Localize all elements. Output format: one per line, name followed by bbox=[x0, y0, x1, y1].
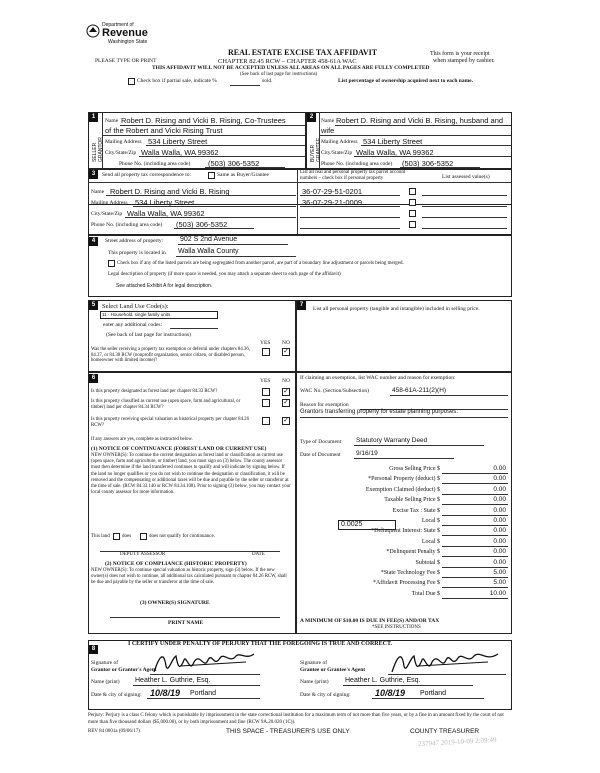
calc-label: Exemption Claimed (deduct) $ bbox=[365, 486, 440, 493]
current-use-question: Is this property classified as current use (open space, farm and agricultural, or timber) land per chapter 84.34 RCW? bbox=[91, 399, 241, 410]
located-county[interactable]: Walla Walla County bbox=[178, 248, 239, 255]
forest-land-question: Is this property designated as forest land per chapter 84.33 RCW? bbox=[91, 389, 218, 394]
calc-label: Gross Selling Price $ bbox=[389, 466, 440, 472]
wac-label: WAC No. (Section/Subsection) bbox=[300, 388, 369, 394]
historic-yes-checkbox[interactable] bbox=[262, 417, 270, 425]
grantee-sig-label-1: Signature of bbox=[300, 660, 328, 666]
current-use-no-checkbox[interactable]: ✓ bbox=[283, 399, 289, 406]
please-type: PLEASE TYPE OR PRINT bbox=[95, 58, 157, 64]
historic-question: Is this property receiving special valuation as historical property per chapter 84.26 RCW? bbox=[91, 417, 249, 428]
parcel-1[interactable]: 36-07-29-51-0201 bbox=[302, 187, 363, 196]
calc-label: *Personal Property (deduct) $ bbox=[368, 476, 440, 483]
calc-underline bbox=[442, 577, 508, 578]
buyer-mailing-label: Mailing Address bbox=[321, 139, 358, 145]
section-number-8: 8 bbox=[89, 645, 98, 654]
list-percentage: List percentage of ownership acquired next to each name. bbox=[338, 78, 473, 84]
calc-underline bbox=[442, 556, 508, 557]
corr-mailing[interactable]: 534 Liberty Street bbox=[135, 198, 195, 207]
grantee-name[interactable]: Heather L. Guthrie, Esq. bbox=[345, 677, 421, 684]
land-does-label: does bbox=[122, 534, 132, 539]
corr-name-label: Name bbox=[91, 189, 105, 195]
parcel-2[interactable]: 36-07-29-21-0009 bbox=[302, 198, 363, 207]
calc-label: Excise Tax : State $ bbox=[392, 507, 440, 514]
exemption-question: Was the seller receiving a property tax exemption or deferral under chapters 84.36, 84.37, or 84.38 RCW (nonprofit organization, senior citizen, or disabled person, homeowner with limited income)? bbox=[91, 347, 250, 363]
calc-underline bbox=[442, 546, 508, 547]
segregated-label: Check box if any of the listed parcels are being segregated from another parcel, are part of a boundary line adjustment or parcels being merged. bbox=[117, 261, 404, 266]
section-number-6: 6 bbox=[89, 374, 98, 383]
calc-underline bbox=[442, 483, 508, 484]
doc-type-label: Type of Document bbox=[300, 439, 342, 445]
calc-value[interactable]: 0.00 bbox=[493, 537, 506, 545]
calc-value[interactable]: 0.00 bbox=[493, 558, 506, 566]
dept-revenue: Revenue bbox=[102, 27, 148, 39]
calc-label: Taxable Selling Price $ bbox=[384, 497, 440, 504]
grantor-sig-label-1: Signature of bbox=[91, 660, 119, 666]
forest-no-checkbox[interactable]: ✓ bbox=[283, 388, 289, 395]
parcel-header: List all real and personal property tax parcel account numbers – check box if personal property bbox=[300, 170, 406, 181]
calc-value[interactable]: 0.00 bbox=[493, 485, 506, 493]
seller-mailing[interactable]: 534 Liberty Street bbox=[148, 137, 208, 146]
current-use-yes-checkbox[interactable] bbox=[262, 399, 270, 407]
wac-number[interactable]: 458-61A-211(2)(H) bbox=[392, 387, 447, 394]
dept-small: Department of bbox=[102, 22, 134, 28]
grantee-date-label: Date & city of signing: bbox=[300, 692, 351, 698]
grantor-city[interactable]: Portland bbox=[190, 690, 217, 697]
calc-underline bbox=[442, 598, 508, 599]
notice-continuance-body: NEW OWNER(S): To continue the current designation as forest land or classification as current use (open space, farm and agriculture, or timber) land, you must sign on (3) below. The county assessor must then determine if the land transferred continues to qualify and will indicate by signing below. If the land no longer qualifies or you do not wish to continue the designation or classification, it will be removed and the compensating or additional taxes will be due and payable by the seller or transferor at the time of sale. (RCW 84.33.140 or RCW 84.34.108). Prior to signing (3) below, you may contact your local county assessor for more information. bbox=[91, 453, 291, 496]
seller-name-2[interactable]: of the Robert and Vicki Rising Trust bbox=[105, 126, 223, 135]
receipt-line-1: This form is your receipt bbox=[430, 51, 490, 57]
local-rate: 0.0025 bbox=[341, 521, 363, 528]
form-number: REV 84 0001a (09/06/17) bbox=[88, 729, 140, 734]
corr-city[interactable]: Walla Walla, WA 99362 bbox=[127, 209, 205, 218]
exemption-no-checkbox[interactable]: ✓ bbox=[283, 348, 289, 355]
grantee-city[interactable]: Portland bbox=[420, 690, 447, 697]
treasurer-stamp: 237947 2019-10-09 2:09:49 bbox=[417, 735, 497, 749]
sold-label: sold. bbox=[262, 78, 273, 84]
land-use-no: NO bbox=[282, 340, 290, 346]
section6-yes: YES bbox=[260, 378, 271, 384]
calc-underline bbox=[442, 525, 508, 526]
calc-value[interactable]: 0.00 bbox=[493, 496, 506, 504]
form-title: REAL ESTATE EXCISE TAX AFFIDAVIT bbox=[228, 48, 378, 57]
exemption-yes-checkbox[interactable] bbox=[262, 348, 270, 356]
minimum-due: A MINIMUM OF $10.00 IS DUE IN FEE(S) AND/OR TAX bbox=[300, 618, 440, 624]
dept-state: Washington State bbox=[108, 39, 148, 45]
seller-mailing-label: Mailing Address bbox=[105, 139, 142, 145]
perjury-notice: Perjury: Perjury is a class C felony which is punishable by imprisonment in the state correctional institution for a maximum term of not more than five years, or by a fine in an amount fixed by the court of not more than five thousand dollars ($5,000.00), or by both imprisonment and fine (RCW 9A.20.020 (1C)). bbox=[88, 713, 504, 725]
parcel-1-personal-checkbox[interactable] bbox=[409, 188, 416, 195]
exemption-claim-label: If claiming an exemption, list WAC number and reason for exemption: bbox=[300, 375, 456, 381]
grantee-name-label: Name (print) bbox=[300, 679, 329, 685]
corr-city-label: City/State/Zip bbox=[91, 211, 123, 217]
calc-value[interactable]: 5.00 bbox=[493, 569, 506, 576]
select-land-use-label: Select Land Use Code(s): bbox=[102, 303, 169, 310]
calc-label: Local $ bbox=[421, 518, 440, 524]
buyer-phone[interactable]: (503) 306-5352 bbox=[402, 159, 454, 168]
land-does-checkbox[interactable] bbox=[113, 533, 120, 540]
county-treasurer: COUNTY TREASURER bbox=[410, 728, 480, 735]
this-land-label: This land bbox=[91, 534, 110, 539]
wa-state-seal-icon bbox=[86, 24, 100, 38]
calc-value[interactable]: 0.00 bbox=[493, 465, 506, 472]
buyer-name-2[interactable]: wife bbox=[321, 126, 335, 135]
same-as-buyer-checkbox[interactable] bbox=[208, 172, 215, 179]
grantor-name[interactable]: Heather L. Guthrie, Esq. bbox=[135, 677, 211, 684]
section6-no: NO bbox=[282, 378, 290, 384]
corr-mailing-label: Mailing Address bbox=[91, 200, 128, 206]
street-address[interactable]: 902 S 2nd Avenue bbox=[180, 236, 238, 243]
calc-label: Local $ bbox=[421, 538, 440, 545]
assessed-header: List assessed value(s) bbox=[442, 174, 490, 180]
land-use-yes: YES bbox=[260, 340, 271, 346]
corr-phone-label: Phone No. (including area code) bbox=[91, 222, 163, 228]
calc-label: *Delinquent Interest: State $ bbox=[371, 528, 440, 535]
see-back-header: (See back of last page for instructions) bbox=[240, 72, 318, 77]
notice-compliance-body: NEW OWNER(S): To continue special valuation as historic property, sign (3) below. If the new owner(s) does not wish to continue, all additional tax calculated pursuant to chapter 84.26 RCW, shall be due and payable by the seller or transferor at the time of sale. bbox=[91, 568, 287, 586]
calc-underline bbox=[442, 504, 508, 505]
reason-text[interactable]: Grantors transferring property for estate planning purposes. bbox=[300, 409, 459, 415]
notice-continuance-title: (1) NOTICE OF CONTINUANCE (FOREST LAND OR CURRENT USE) bbox=[91, 446, 267, 452]
grantee-sig-label-2: Grantee or Grantee's Agent bbox=[300, 667, 366, 673]
calc-label: Total Due $ bbox=[411, 590, 440, 597]
send-correspondence-label: Send all property tax correspondence to: bbox=[102, 172, 192, 178]
seller-city[interactable]: Walla Walla, WA 99362 bbox=[141, 148, 219, 157]
buyer-name-label: Name bbox=[321, 118, 335, 124]
land-does-not-checkbox[interactable] bbox=[140, 533, 147, 540]
calc-label: *Delinquent Penalty $ bbox=[386, 549, 440, 556]
calc-underline bbox=[442, 535, 508, 536]
buyer-side-label: BUYER GRANTEE bbox=[310, 137, 322, 162]
calc-underline bbox=[442, 515, 508, 516]
section-6 bbox=[88, 372, 296, 634]
buyer-city-label: City/State/Zip bbox=[321, 150, 353, 156]
seller-city-label: City/State/Zip bbox=[105, 150, 137, 156]
calc-value[interactable]: 5.00 bbox=[493, 579, 506, 587]
land-does-not-label: does not qualify for continuance. bbox=[149, 534, 215, 539]
calc-value[interactable]: 0.00 bbox=[493, 548, 506, 556]
revenue-logo bbox=[86, 22, 156, 50]
calc-value[interactable]: 10.00 bbox=[489, 589, 506, 597]
historic-no-checkbox[interactable]: ✓ bbox=[283, 417, 289, 424]
grantee-date[interactable]: 10/8/19 bbox=[375, 688, 406, 698]
calc-underline bbox=[442, 567, 508, 568]
form-chapter: CHAPTER 82.45 RCW – CHAPTER 458-61A WAC bbox=[218, 58, 357, 65]
corr-phone[interactable]: (503) 306-5352 bbox=[176, 220, 228, 229]
see-instructions: *SEE INSTRUCTIONS bbox=[372, 625, 421, 630]
corr-name[interactable]: Robert D. Rising and Vicki B. Rising bbox=[110, 187, 230, 196]
seller-phone-label: Phone No. (including area code) bbox=[119, 161, 191, 167]
see-back-land-use: (See back of last page for instructions) bbox=[106, 332, 191, 338]
partial-sale-label: Check box if partial sale, indicate % bbox=[137, 78, 217, 84]
if-any-yes: If any answers are yes, complete as instructed below. bbox=[91, 437, 193, 442]
calc-underline bbox=[442, 473, 508, 474]
calc-underline bbox=[442, 494, 508, 495]
notice-compliance-title: (2) NOTICE OF COMPLIANCE (HISTORIC PROPERTY) bbox=[105, 561, 247, 567]
calc-label: *State Technology Fee $ bbox=[380, 570, 440, 576]
calc-underline bbox=[442, 587, 508, 588]
grantor-date-label: Date & city of signing: bbox=[91, 692, 142, 698]
seller-name-label: Name bbox=[105, 118, 119, 124]
calc-value[interactable]: 0.00 bbox=[493, 506, 506, 514]
exhibit-note: See attached Exhibit A for legal description. bbox=[116, 283, 213, 289]
legal-desc-label: Legal description of property (if more space is needed, you may attach a separate sheet to each page of the affidavit) bbox=[108, 272, 341, 277]
section-number-5: 5 bbox=[89, 301, 98, 310]
receipt-line-2: when stamped by cashier. bbox=[433, 58, 495, 64]
section-number-1: 1 bbox=[89, 113, 98, 122]
located-label: This property is located in bbox=[108, 250, 166, 256]
street-address-label: Street address of property: bbox=[105, 238, 164, 244]
deputy-assessor-label: DEPUTY ASSESSOR bbox=[120, 552, 166, 557]
calc-value[interactable]: 0.00 bbox=[493, 517, 506, 524]
segregated-checkbox[interactable] bbox=[108, 260, 115, 267]
calc-value[interactable]: 0.00 bbox=[493, 475, 506, 483]
enter-additional-label: enter any additional codes: bbox=[103, 322, 163, 328]
grantor-sig-label-2: Grantor or Grantor's Agent bbox=[91, 667, 157, 673]
print-name-label: PRINT NAME bbox=[168, 620, 204, 626]
section-number-3: 3 bbox=[89, 170, 98, 179]
certify-text: I CERTIFY UNDER PENALTY OF PERJURY THAT THE FOREGOING IS TRUE AND CORRECT. bbox=[128, 641, 393, 647]
seller-side-label: SELLER GRANTOR bbox=[92, 137, 104, 162]
doc-date-label: Date of Document bbox=[300, 452, 341, 458]
section-number-2: 2 bbox=[307, 113, 316, 122]
form-warning: THIS AFFIDAVIT WILL NOT BE ACCEPTED UNLESS ALL AREAS ON ALL PAGES ARE FULLY COMPLETED bbox=[152, 65, 430, 71]
owner-signature-label: (3) OWNER(S) SIGNATURE bbox=[140, 600, 210, 606]
seller-phone[interactable]: (503) 306-5352 bbox=[208, 159, 260, 168]
calc-label: Subtotal $ bbox=[415, 559, 440, 566]
partial-sale-checkbox[interactable] bbox=[128, 78, 135, 85]
section-number-4: 4 bbox=[89, 237, 98, 246]
doc-date[interactable]: 9/16/19 bbox=[356, 450, 378, 457]
same-as-buyer-label: Same as Buyer/Grantee bbox=[217, 172, 269, 178]
buyer-phone-label: Phone No. (including area code) bbox=[321, 161, 393, 167]
grantor-date[interactable]: 10/8/19 bbox=[150, 688, 181, 698]
personal-property-text: List all personal property (tangible and intangible) included in selling price. bbox=[313, 306, 480, 312]
calc-value[interactable]: 0.00 bbox=[493, 527, 506, 535]
seller-name-1[interactable]: Robert D. Rising and Vicki B. Rising, Co-Trustees bbox=[121, 116, 286, 125]
calc-label: *Affidavit Processing Fee $ bbox=[372, 580, 440, 587]
forest-yes-checkbox[interactable] bbox=[262, 388, 270, 396]
land-use-code: 11 - Household, single family units bbox=[102, 312, 171, 317]
grantor-name-label: Name (print) bbox=[91, 679, 120, 685]
deputy-date-label: DATE bbox=[252, 552, 265, 557]
buyer-name-1[interactable]: Robert D. Rising and Vicki B. Rising, husband and bbox=[336, 116, 504, 125]
section-number-7: 7 bbox=[297, 301, 306, 310]
buyer-city[interactable]: Walla Walla, WA 99362 bbox=[356, 148, 434, 157]
buyer-mailing[interactable]: 534 Liberty Street bbox=[363, 137, 423, 146]
reason-label: Reason for exemption bbox=[300, 402, 349, 408]
doc-type[interactable]: Statutory Warranty Deed bbox=[356, 437, 428, 444]
treasurer-space: THIS SPACE - TREASURER'S USE ONLY bbox=[226, 728, 350, 735]
